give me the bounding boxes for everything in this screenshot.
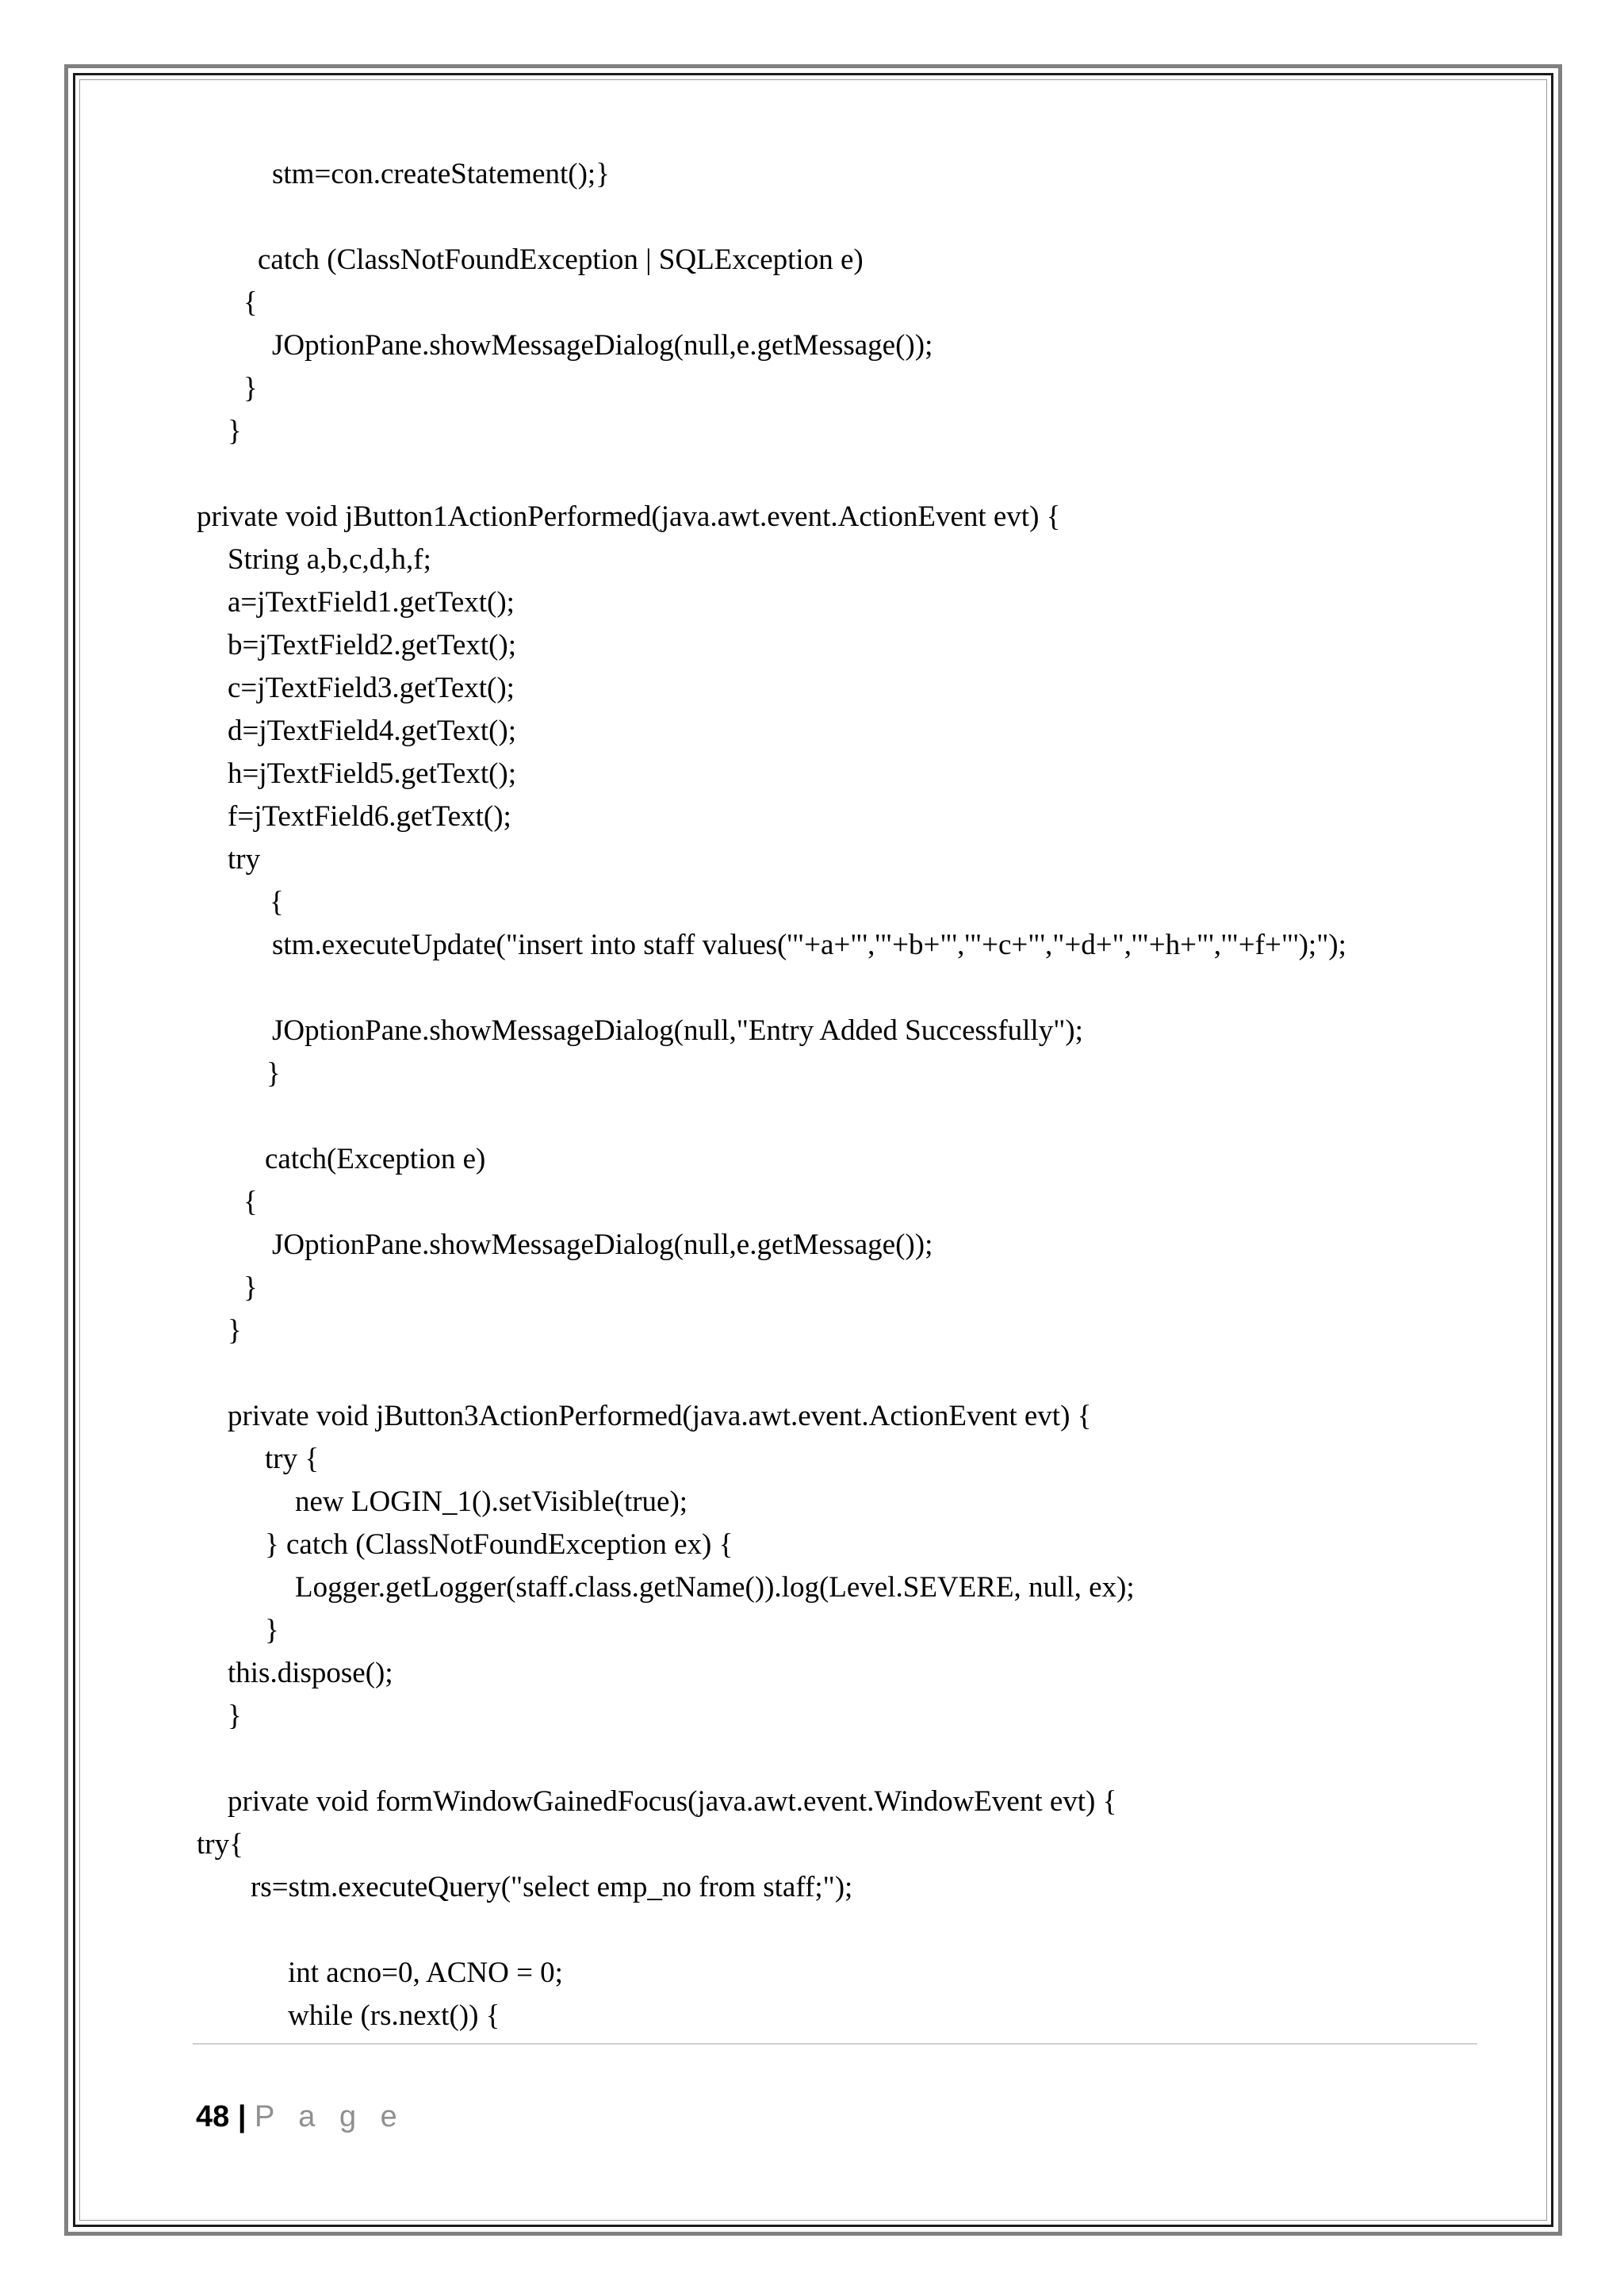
code-line: } catch (ClassNotFoundException ex) { <box>265 1528 733 1561</box>
code-line: Logger.getLogger(staff.class.getName()).log(Level.SEVERE, null, ex); <box>295 1571 1135 1604</box>
code-line: try <box>228 843 261 876</box>
code-line: } <box>266 1057 281 1090</box>
code-line: } <box>265 1614 279 1646</box>
page-word: P a g e <box>255 2100 405 2133</box>
code-line: private void jButton1ActionPerformed(java.awt.event.ActionEvent evt) { <box>197 500 1061 533</box>
code-line: JOptionPane.showMessageDialog(null,e.getMessage()); <box>272 329 933 362</box>
code-line: JOptionPane.showMessageDialog(null,e.getMessage()); <box>272 1228 933 1261</box>
page-number: 48 <box>196 2100 230 2133</box>
code-line: } <box>228 1700 242 1732</box>
code-line: { <box>243 286 258 319</box>
page-footer <box>196 2099 405 2135</box>
code-line: stm.executeUpdate("insert into staff values('"+a+"','"+b+"','"+c+"',"+d+",'"+h+"','"+f+"');"); <box>272 929 1346 961</box>
code-line: c=jTextField3.getText(); <box>228 672 515 704</box>
code-line: { <box>243 1186 258 1218</box>
code-line: new LOGIN_1().setVisible(true); <box>295 1485 688 1518</box>
code-line: catch(Exception e) <box>265 1143 486 1175</box>
code-line: } <box>243 372 258 404</box>
footer-divider <box>193 2043 1477 2045</box>
page-separator: | <box>237 2100 247 2133</box>
code-line: private void formWindowGainedFocus(java.awt.event.WindowEvent evt) { <box>228 1785 1117 1818</box>
code-line: b=jTextField2.getText(); <box>228 629 517 661</box>
code-line: h=jTextField5.getText(); <box>228 757 517 790</box>
code-line: rs=stm.executeQuery("select emp_no from staff;"); <box>251 1871 853 1903</box>
code-line: int acno=0, ACNO = 0; <box>288 1957 563 1989</box>
code-line: private void jButton3ActionPerformed(java.awt.event.ActionEvent evt) { <box>228 1400 1092 1432</box>
code-line: try { <box>265 1443 320 1475</box>
code-line: catch (ClassNotFoundException | SQLException e) <box>258 243 864 276</box>
code-line: } <box>228 415 242 447</box>
code-line: this.dispose(); <box>228 1657 393 1689</box>
code-line: try{ <box>197 1828 243 1861</box>
code-line: while (rs.next()) { <box>288 1999 500 2032</box>
code-line: } <box>228 1314 242 1347</box>
code-line: { <box>270 886 284 918</box>
code-line: a=jTextField1.getText(); <box>228 586 515 619</box>
code-line: JOptionPane.showMessageDialog(null,"Entry Added Successfully"); <box>272 1014 1083 1047</box>
code-line: String a,b,c,d,h,f; <box>228 543 431 576</box>
code-line: d=jTextField4.getText(); <box>228 715 517 747</box>
code-line: } <box>243 1271 258 1304</box>
code-line: f=jTextField6.getText(); <box>228 800 511 833</box>
code-line: stm=con.createStatement();} <box>272 158 610 190</box>
